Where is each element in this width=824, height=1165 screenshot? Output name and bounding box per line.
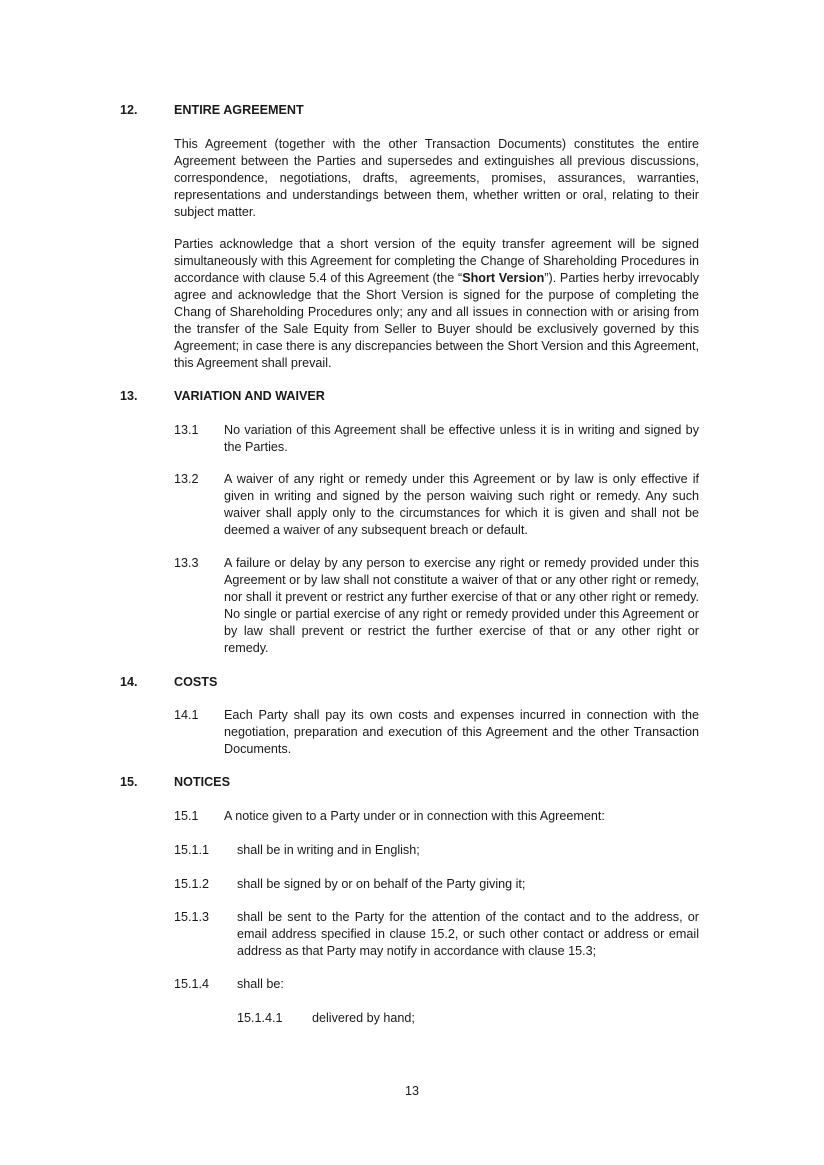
- clause-15-1-4-text: shall be:: [237, 977, 284, 991]
- clause-14-1-number: 14.1: [174, 708, 199, 722]
- clause-15-1-4-1-text: delivered by hand;: [312, 1011, 415, 1025]
- clause-15-1-1-text: shall be in writing and in English;: [237, 843, 420, 857]
- section-12-number: 12.: [120, 103, 138, 117]
- section-15-number: 15.: [120, 775, 138, 789]
- clause-15-1-4-1-number: 15.1.4.1: [237, 1011, 283, 1025]
- clause-13-2-text: A waiver of any right or remedy under this Agreement or by law is only effective if given in writing and signed by the person waiving such right or remedy. Any such waiver shall apply only to the circumstances for which it is given and shall not be deemed a waiver of any subsequent breach or default.: [224, 472, 699, 537]
- clause-13-3-text: A failure or delay by any person to exercise any right or remedy provided under this Agreement or by law shall not constitute a waiver of that or any other right or remedy, nor shall it prevent or restrict any further exercise of that or any other right or remedy. No single or partial exercise of any right or remedy provided under this Agreement or by law shall prevent or restrict the further exercise of that or any other right or remedy.: [224, 556, 699, 655]
- section-13-number: 13.: [120, 389, 138, 403]
- section-14-title: COSTS: [174, 675, 218, 689]
- clause-13-2-number: 13.2: [174, 472, 199, 486]
- section-15-title: NOTICES: [174, 775, 230, 789]
- clause-15-1-2-number: 15.1.2: [174, 877, 210, 891]
- clause-15-1-number: 15.1: [174, 809, 199, 823]
- short-version-term: Short Version: [462, 271, 545, 285]
- clause-15-1-2-text: shall be signed by or on behalf of the Party giving it;: [237, 877, 526, 891]
- clause-13-1-text: No variation of this Agreement shall be effective unless it is in writing and signed by the Parties.: [224, 423, 699, 454]
- clause-15-1-3-text: shall be sent to the Party for the attention of the contact and to the address, or email address specified in clause 15.2, or such other contact or address or email address as that Party may notify in accordance with clause 15.3;: [237, 910, 699, 958]
- section-12-paragraph-1: This Agreement (together with the other Transaction Documents) constitutes the entire Agreement between the Parties and supersedes and extinguishes all previous discussions, correspondence, negotiations, drafts, agreements, promises, assurances, warranties, representations and understandings between them, whether written or oral, relating to their subject matter.: [174, 137, 699, 219]
- clause-15-1-1-number: 15.1.1: [174, 843, 210, 857]
- clause-15-1-4-number: 15.1.4: [174, 977, 210, 991]
- clause-15-1-3-number: 15.1.3: [174, 910, 210, 924]
- clause-13-3-number: 13.3: [174, 556, 199, 570]
- section-12-paragraph-2: Parties acknowledge that a short version of the equity transfer agreement will be signed simultaneously with this Agreement for completing the Change of Shareholding Procedures in accordance with clause 5.4 of this Agreement (the “Short Version”). Parties herby irrevocably agree and acknowledge that the Short Version is signed for the purpose of completing the Chang of Shareholding Procedures only; any and all issues in connection with or arising from the transfer of the Sale Equity from Seller to Buyer should be exclusively governed by this Agreement; in case there is any discrepancies between the Short Version and this Agreement, this Agreement shall prevail.: [174, 237, 699, 370]
- clause-15-1-text: A notice given to a Party under or in connection with this Agreement:: [224, 809, 605, 823]
- page-number: 13: [404, 1084, 419, 1098]
- clause-13-1-number: 13.1: [174, 423, 199, 437]
- section-12-title: ENTIRE AGREEMENT: [174, 103, 304, 117]
- section-14-number: 14.: [120, 675, 138, 689]
- clause-14-1-text: Each Party shall pay its own costs and expenses incurred in connection with the negotiation, preparation and execution of this Agreement and the other Transaction Documents.: [224, 708, 699, 756]
- section-13-title: VARIATION AND WAIVER: [174, 389, 325, 403]
